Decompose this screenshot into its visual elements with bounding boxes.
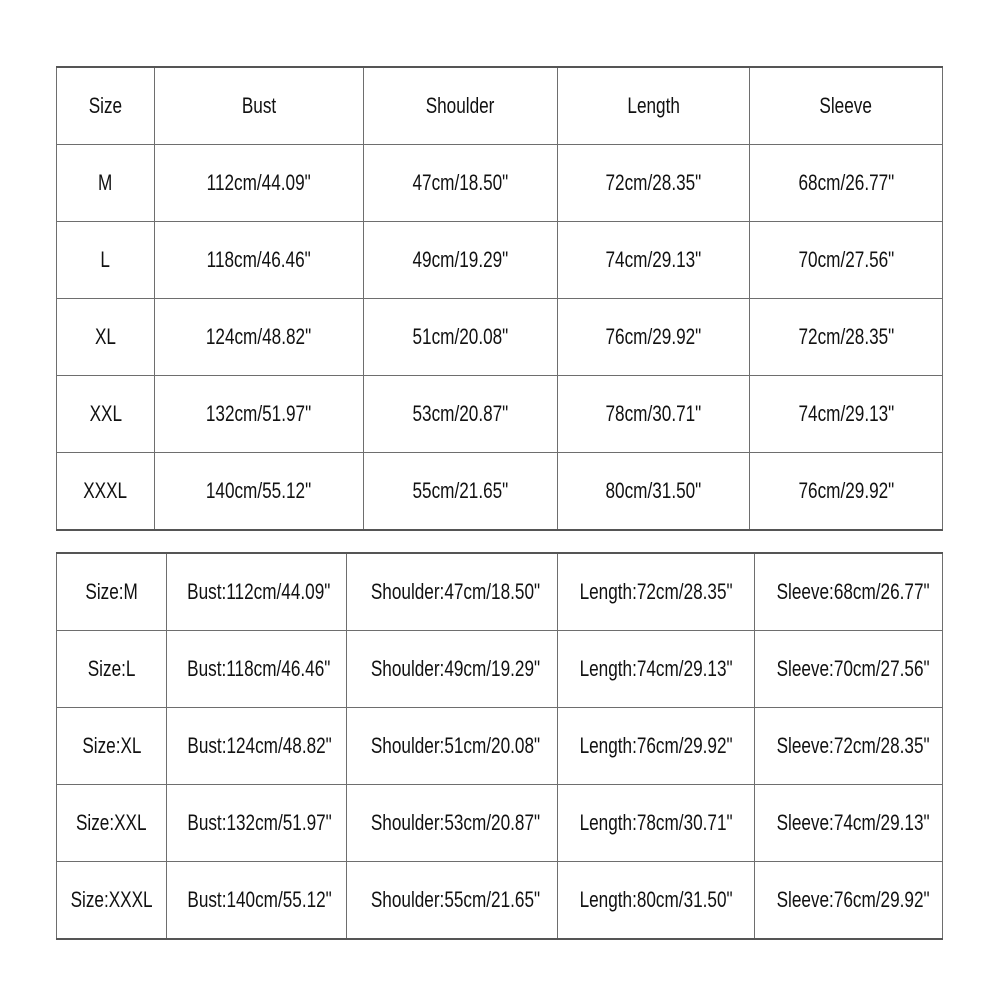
cell-bust [155,222,364,299]
cell-shoulder [347,785,558,862]
cell-length [558,299,750,376]
cell-bust [167,862,347,940]
cell-sleeve [755,631,943,708]
size-chart-table-top [56,66,943,531]
cell-length [558,453,750,531]
table-row [57,862,943,940]
cell-size [57,145,155,222]
cell-sleeve [750,453,943,531]
cell-sleeve [750,145,943,222]
cell-shoulder [364,145,558,222]
cell-text: 70cm/27.56" [798,247,894,272]
cell-text: Bust:140cm/55.12" [187,887,332,912]
cell-text: M [98,170,113,195]
cell-text: 132cm/51.97" [206,401,312,426]
cell-sleeve [755,708,943,785]
cell-text: 53cm/20.87" [412,401,509,426]
header-row [57,67,943,145]
cell-text: Sleeve:72cm/28.35" [776,733,930,758]
cell-sleeve [755,785,943,862]
table-row [57,222,943,299]
header-bust-label: Bust [241,93,277,118]
cell-bust [155,376,364,453]
cell-text: 76cm/29.92" [798,478,894,503]
cell-text: 140cm/55.12" [206,478,312,503]
cell-text: 72cm/28.35" [798,324,894,349]
cell-text: 76cm/29.92" [605,324,702,349]
cell-text: 124cm/48.82" [206,324,312,349]
cell-shoulder [364,299,558,376]
cell-text: Sleeve:74cm/29.13" [776,810,930,835]
cell-text: Length:76cm/29.92" [579,733,733,758]
table-row [57,785,943,862]
cell-text: Size:XXXL [70,887,153,912]
cell-text: Sleeve:70cm/27.56" [776,656,930,681]
cell-text: 80cm/31.50" [605,478,702,503]
table-row [57,553,943,631]
cell-length [558,553,755,631]
cell-text: 78cm/30.71" [605,401,702,426]
cell-text: Length:72cm/28.35" [579,579,733,604]
cell-bust [155,453,364,531]
cell-length [558,631,755,708]
table-row [57,453,943,531]
cell-bust [167,631,347,708]
cell-text: Size:XL [81,733,142,758]
header-length [558,67,750,145]
header-bust [155,67,364,145]
cell-shoulder [347,631,558,708]
header-size-label: Size [88,93,123,118]
cell-text: Length:80cm/31.50" [579,887,733,912]
cell-length [558,145,750,222]
cell-text: XXL [89,401,122,426]
cell-text: Bust:112cm/44.09" [187,579,331,604]
cell-length [558,708,755,785]
cell-sleeve [755,862,943,940]
cell-sleeve [755,553,943,631]
cell-text: 49cm/19.29" [412,247,509,272]
cell-text: 118cm/46.46" [206,247,312,272]
header-sleeve [750,67,943,145]
cell-bust [167,553,347,631]
cell-text: Shoulder:53cm/20.87" [370,810,541,835]
cell-shoulder [347,862,558,940]
header-shoulder-label: Shoulder [426,93,495,118]
cell-size [57,222,155,299]
cell-sleeve [750,299,943,376]
cell-bust [155,299,364,376]
table-row [57,708,943,785]
cell-size [57,553,167,631]
cell-text: Size:XXL [76,810,147,835]
cell-text: Shoulder:51cm/20.08" [370,733,541,758]
cell-text: Length:74cm/29.13" [579,656,733,681]
cell-length [558,862,755,940]
cell-text: 47cm/18.50" [412,170,509,195]
cell-length [558,376,750,453]
cell-shoulder [364,376,558,453]
cell-text: 51cm/20.08" [412,324,509,349]
cell-length [558,222,750,299]
cell-text: 112cm/44.09" [206,170,312,195]
cell-text: 72cm/28.35" [605,170,702,195]
header-size [57,67,155,145]
cell-bust [167,708,347,785]
table-row [57,299,943,376]
cell-text: 74cm/29.13" [605,247,702,272]
cell-size [57,862,167,940]
size-chart-table-bottom [56,552,943,940]
cell-size [57,631,167,708]
cell-size [57,299,155,376]
cell-size [57,376,155,453]
cell-shoulder [364,453,558,531]
cell-text: XXXL [83,478,128,503]
cell-text: Shoulder:49cm/19.29" [370,656,541,681]
cell-text: 74cm/29.13" [798,401,894,426]
cell-text: L [100,247,111,272]
cell-sleeve [750,222,943,299]
cell-text: 68cm/26.77" [798,170,894,195]
header-sleeve-label: Sleeve [819,93,873,118]
cell-size [57,708,167,785]
cell-text: Size:M [85,579,138,604]
cell-text: Sleeve:76cm/29.92" [776,887,930,912]
cell-text: Bust:124cm/48.82" [187,733,332,758]
cell-bust [167,785,347,862]
cell-size [57,453,155,531]
cell-text: Sleeve:68cm/26.77" [776,579,930,604]
cell-text: Size:L [87,656,136,681]
header-length-label: Length [627,93,680,118]
cell-text: Shoulder:55cm/21.65" [370,887,541,912]
cell-text: Shoulder:47cm/18.50" [370,579,541,604]
cell-text: 55cm/21.65" [412,478,509,503]
table-row [57,145,943,222]
cell-shoulder [347,553,558,631]
header-shoulder [364,67,558,145]
table-row [57,631,943,708]
cell-text: Bust:132cm/51.97" [187,810,332,835]
cell-shoulder [364,222,558,299]
table-row [57,376,943,453]
cell-size [57,785,167,862]
cell-shoulder [347,708,558,785]
cell-length [558,785,755,862]
cell-text: Length:78cm/30.71" [579,810,733,835]
cell-text: Bust:118cm/46.46" [187,656,331,681]
cell-bust [155,145,364,222]
cell-sleeve [750,376,943,453]
cell-text: XL [94,324,116,349]
